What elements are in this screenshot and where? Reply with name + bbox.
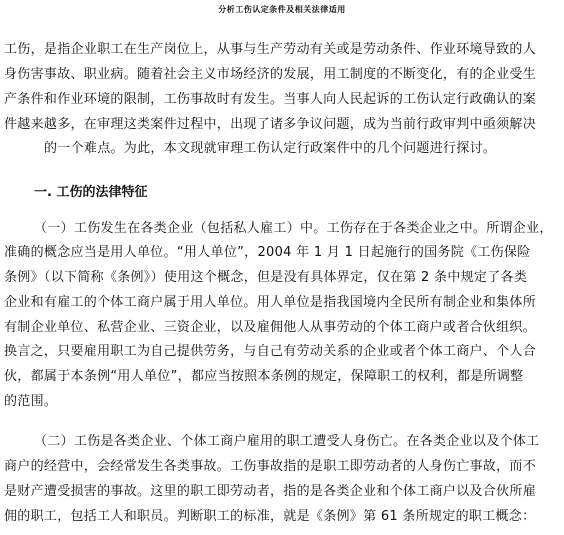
- paragraph-line: 准确的概念应当是用人单位。“用人单位”，2004 年 1 月 1 日起施行的国务院《工伤保险: [4, 245, 531, 260]
- intro-line: 产条件和作业环境的限制，工伤事故时有发生。当事人向人民起诉的工伤认定行政确认的案: [4, 92, 537, 107]
- paragraph-line: 佣的职工，包括工人和职员。判断职工的标准，就是《条例》第 61 条所规定的职工概念：: [4, 509, 536, 524]
- intro-line: 件越来越多，在审理这类案件过程中，出现了诸多争议问题，成为当前行政审判中亟须解决: [4, 117, 537, 132]
- paragraph-line: 换言之，只要雇用职工为自己提供劳务，与自己有劳动关系的企业或者个体工商户、个人合: [4, 344, 537, 359]
- document-title: 分析工伤认定条件及相关法律适用: [218, 4, 346, 14]
- paragraph-line: （一）工伤发生在各类企业（包括私人雇工）中。工伤存在于各类企业之中。所谓企业，: [34, 221, 553, 236]
- paragraph-line: 是财产遭受损害的事故。这里的职工即劳动者，指的是各类企业和个体工商户以及合伙所雇: [4, 484, 537, 499]
- intro-line: 的一个难点。为此，本文现就审理工伤认定行政案件中的几个问题进行探讨。: [44, 141, 497, 156]
- paragraph-line: 商户的经营中，会经常发生各类事故。工伤事故指的是职工即劳动者的人身伤亡事故，而不: [4, 459, 537, 474]
- paragraph-line: 有制企业单位、私营企业、三资企业，以及雇佣他人从事劳动的个体工商户或者合伙组织。: [4, 320, 537, 335]
- paragraph-line: 伙，都属于本条例“用人单位”，都应当按照本条例的规定，保障职工的权利，都是所调整: [4, 369, 524, 384]
- paragraph-line: 条例》（以下简称《条例》）使用这个概念，但是没有具体界定，仅在第 2 条中规定了各类: [4, 270, 528, 285]
- paragraph-line: 的范围。: [4, 394, 58, 409]
- section-heading: 一. 工伤的法律特征: [34, 185, 148, 200]
- paragraph-line: （二）工伤是各类企业、个体工商户雇用的职工遭受人身伤亡。在各类企业以及个体工: [34, 434, 540, 449]
- intro-line: 工伤，是指企业职工在生产岗位上，从事与生产劳动有关或是劳动条件、作业环境导致的人: [4, 42, 537, 57]
- paragraph-line: 企业和有雇工的个体工商户属于用人单位。用人单位是指我国境内全民所有制企业和集体所: [4, 295, 537, 310]
- intro-line: 身伤害事故、职业病。随着社会主义市场经济的发展，用工制度的不断变化，有的企业受生: [4, 67, 537, 82]
